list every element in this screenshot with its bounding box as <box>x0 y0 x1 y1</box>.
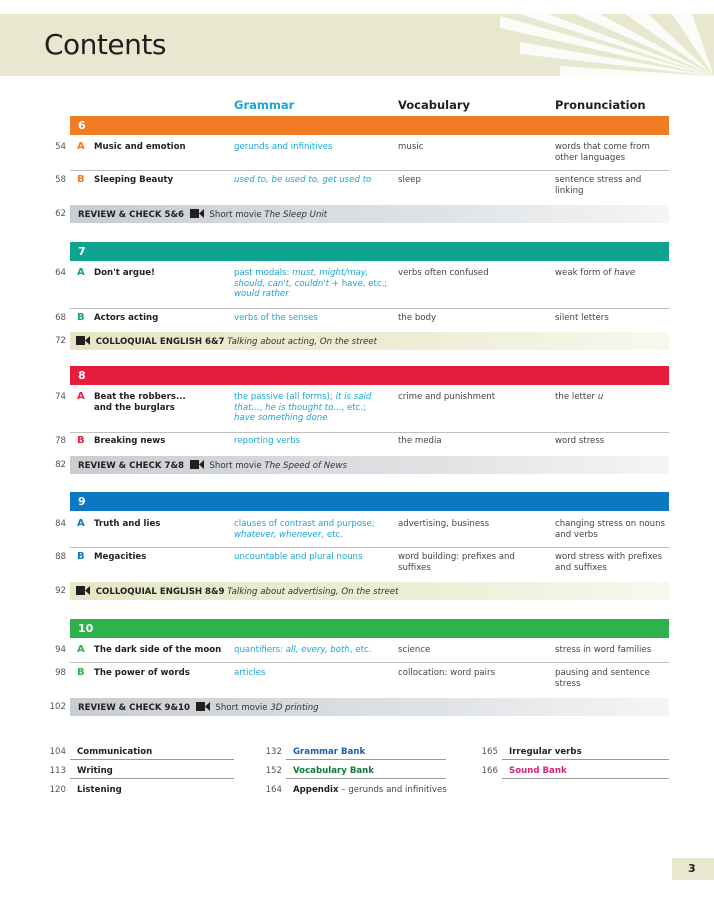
back-matter-label: Irregular verbs <box>509 747 582 757</box>
lesson-title: The dark side of the moon <box>94 645 222 655</box>
unit-9-header: 9 <box>70 492 669 511</box>
back-matter-communication[interactable] <box>40 747 240 759</box>
lesson-letter: B <box>77 551 85 562</box>
unit-10-header: 10 <box>70 619 669 638</box>
page-title: Contents <box>44 28 166 61</box>
lesson-title: The power of words <box>94 668 190 678</box>
back-matter-vocabulary-bank[interactable] <box>256 766 456 778</box>
lesson-grammar: gerunds and infinitives <box>234 142 333 152</box>
lesson-title: Sleeping Beauty <box>94 175 174 185</box>
video-camera-icon <box>190 460 204 469</box>
lesson-page: 54 <box>55 142 66 152</box>
band-page: 72 <box>55 336 66 346</box>
lesson-pronunciation: the letter u <box>555 392 604 402</box>
lesson-letter: A <box>77 267 85 278</box>
lesson-vocabulary: science <box>398 645 431 655</box>
column-header-vocabulary: Vocabulary <box>398 98 471 112</box>
lesson-title: Music and emotion <box>94 142 186 152</box>
lesson-title: Breaking news <box>94 436 166 446</box>
lesson-pronunciation: silent letters <box>555 313 609 323</box>
lesson-pronunciation: words that come from other languages <box>555 142 650 163</box>
band-movie-title: The Sleep Unit <box>264 210 328 220</box>
video-camera-icon <box>76 336 90 345</box>
back-matter-page: 120 <box>49 785 66 795</box>
video-camera-icon <box>196 702 210 711</box>
lesson-pronunciation: weak form of have <box>555 268 636 278</box>
lesson-letter: B <box>77 667 85 678</box>
band-text: Short movie <box>215 703 268 713</box>
band-page: 92 <box>55 586 66 596</box>
lesson-page: 68 <box>55 313 66 323</box>
band-label: COLLOQUIAL ENGLISH 6&7 <box>95 337 225 347</box>
back-matter-writing[interactable] <box>40 766 240 778</box>
row-divider <box>70 432 669 433</box>
lesson-letter: A <box>77 391 85 402</box>
lesson-pronunciation: changing stress on nouns and verbs <box>555 519 666 540</box>
back-matter-page: 165 <box>481 747 498 757</box>
back-matter-label: Appendix – gerunds and infinitives <box>293 785 447 795</box>
lesson-letter: A <box>77 644 85 655</box>
unit-8-header: 8 <box>70 366 669 385</box>
band-page: 82 <box>55 460 66 470</box>
lesson-page: 84 <box>55 519 66 529</box>
back-matter-sound-bank[interactable] <box>472 766 672 778</box>
band-movie-title: The Speed of News <box>264 461 347 471</box>
lesson-title: Beat the robbers... and the burglars <box>94 392 186 413</box>
back-matter-page: 152 <box>265 766 282 776</box>
row-divider <box>502 759 669 760</box>
row-divider <box>286 759 446 760</box>
colloquial-english-6-7[interactable] <box>70 332 669 350</box>
lesson-vocabulary: the body <box>398 313 437 323</box>
unit-6-header: 6 <box>70 116 669 135</box>
lesson-title: Truth and lies <box>94 519 161 529</box>
lesson-page: 94 <box>55 645 66 655</box>
band-movie-title: Talking about advertising, On the street <box>227 587 399 597</box>
lesson-letter: A <box>77 141 85 152</box>
lesson-vocabulary: advertising, business <box>398 519 490 529</box>
column-header-grammar: Grammar <box>234 98 295 112</box>
band-page: 62 <box>55 209 66 219</box>
row-divider <box>286 778 446 779</box>
row-divider <box>70 547 669 548</box>
back-matter-page: 132 <box>265 747 282 757</box>
lesson-vocabulary: verbs often confused <box>398 268 489 278</box>
lesson-title: Actors acting <box>94 313 159 323</box>
review-check-9-10[interactable] <box>70 698 669 716</box>
band-label: REVIEW & CHECK 5&6 <box>78 210 184 220</box>
lesson-pronunciation: pausing and sentence stress <box>555 668 650 689</box>
band-movie-title: Talking about acting, On the street <box>227 337 377 347</box>
unit-7-header: 7 <box>70 242 669 261</box>
lesson-pronunciation: word stress with prefixes and suffixes <box>555 552 663 573</box>
lesson-pronunciation: sentence stress and linking <box>555 175 642 196</box>
video-camera-icon <box>76 586 90 595</box>
lesson-vocabulary: sleep <box>398 175 421 185</box>
lesson-vocabulary: collocation: word pairs <box>398 668 496 678</box>
back-matter-page: 166 <box>481 766 498 776</box>
lesson-page: 88 <box>55 552 66 562</box>
lesson-pronunciation: word stress <box>555 436 605 446</box>
lesson-letter: B <box>77 312 85 323</box>
lesson-letter: B <box>77 435 85 446</box>
lesson-letter: A <box>77 518 85 529</box>
back-matter-label: Sound Bank <box>509 766 567 776</box>
row-divider <box>502 778 669 779</box>
back-matter-page: 113 <box>49 766 66 776</box>
page-number: 3 <box>672 858 714 880</box>
lesson-grammar: clauses of contrast and purpose; whatever, whenever, etc. <box>234 519 375 540</box>
lesson-grammar: past modals: must, might/may, should, can't, couldn't + have, etc.; would rather <box>234 268 388 300</box>
lesson-letter: B <box>77 174 85 185</box>
lesson-vocabulary: crime and punishment <box>398 392 496 402</box>
column-header-pronunciation: Pronunciation <box>555 98 646 112</box>
back-matter-label: Communication <box>77 747 153 757</box>
back-matter-label: Listening <box>77 785 122 795</box>
lesson-vocabulary: music <box>398 142 424 152</box>
back-matter-label: Grammar Bank <box>293 747 366 757</box>
back-matter-grammar-bank[interactable] <box>256 747 456 759</box>
lesson-page: 78 <box>55 436 66 446</box>
row-divider <box>70 662 669 663</box>
lesson-grammar: used to, be used to, get used to <box>234 175 372 185</box>
lesson-title: Megacities <box>94 552 147 562</box>
lesson-pronunciation: stress in word families <box>555 645 652 655</box>
band-movie-title: 3D printing <box>270 703 319 713</box>
back-matter-page: 104 <box>49 747 66 757</box>
lesson-grammar: articles <box>234 668 266 678</box>
review-check-5-6[interactable] <box>70 205 669 223</box>
video-camera-icon <box>190 209 204 218</box>
back-matter-irregular-verbs[interactable] <box>472 747 672 759</box>
row-divider <box>70 759 234 760</box>
back-matter-listening[interactable] <box>40 785 240 797</box>
back-matter-appendix[interactable] <box>256 785 476 797</box>
band-label: COLLOQUIAL ENGLISH 8&9 <box>95 587 225 597</box>
band-text: Short movie <box>209 461 262 471</box>
back-matter-label: Writing <box>77 766 113 776</box>
lesson-grammar: quantifiers: all, every, both, etc. <box>234 645 372 655</box>
lesson-vocabulary: word building: prefixes and suffixes <box>398 552 515 573</box>
back-matter-label: Vocabulary Bank <box>293 766 375 776</box>
lesson-page: 58 <box>55 175 66 185</box>
band-text: Short movie <box>209 210 262 220</box>
row-divider <box>70 170 669 171</box>
back-matter-page: 164 <box>265 785 282 795</box>
band-page: 102 <box>49 702 66 712</box>
colloquial-english-8-9[interactable] <box>70 582 669 600</box>
review-check-7-8[interactable] <box>70 456 669 474</box>
lesson-page: 64 <box>55 268 66 278</box>
lesson-grammar: reporting verbs <box>234 436 301 446</box>
band-label: REVIEW & CHECK 9&10 <box>78 703 190 713</box>
lesson-grammar: verbs of the senses <box>234 313 318 323</box>
lesson-title: Don't argue! <box>94 268 155 278</box>
lesson-grammar: the passive (all forms); it is said that..., he is thought to..., etc.; have something done <box>234 392 372 424</box>
row-divider <box>70 778 234 779</box>
lesson-vocabulary: the media <box>398 436 442 446</box>
band-label: REVIEW & CHECK 7&8 <box>78 461 184 471</box>
lesson-page: 74 <box>55 392 66 402</box>
row-divider <box>70 308 669 309</box>
lesson-grammar: uncountable and plural nouns <box>234 552 363 562</box>
lesson-page: 98 <box>55 668 66 678</box>
